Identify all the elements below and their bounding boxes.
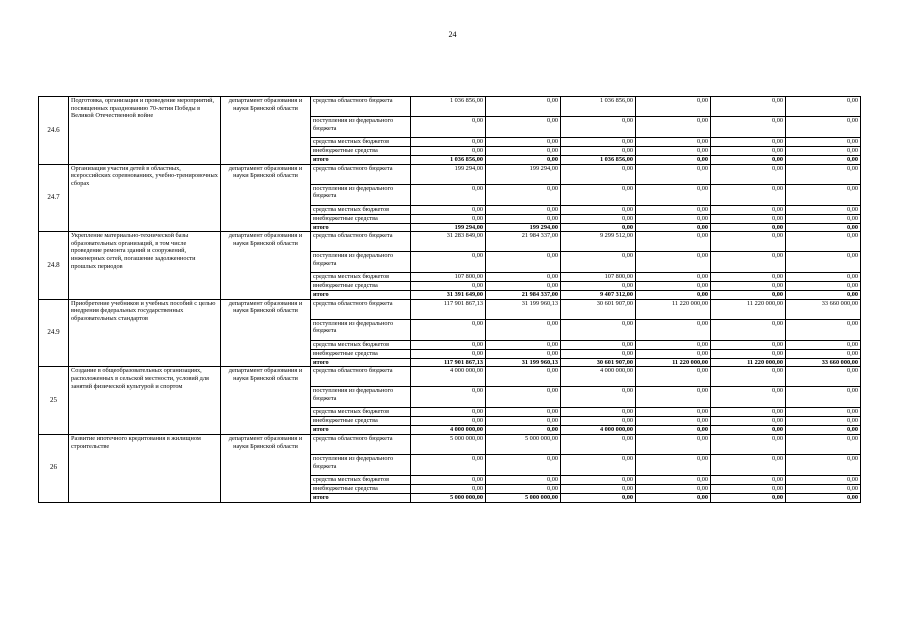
amount-cell: 0,00 bbox=[786, 223, 861, 232]
amount-cell: 0,00 bbox=[486, 408, 561, 417]
amount-cell: 0,00 bbox=[786, 426, 861, 435]
amount-cell: 0,00 bbox=[636, 387, 711, 408]
funding-source: средства местных бюджетов bbox=[311, 273, 411, 282]
funding-source: итого bbox=[311, 156, 411, 165]
amount-cell: 0,00 bbox=[786, 252, 861, 273]
amount-cell: 0,00 bbox=[711, 147, 786, 156]
amount-cell: 0,00 bbox=[411, 147, 486, 156]
item-number: 25 bbox=[39, 367, 69, 435]
amount-cell: 0,00 bbox=[711, 426, 786, 435]
amount-cell: 0,00 bbox=[486, 205, 561, 214]
amount-cell: 0,00 bbox=[561, 138, 636, 147]
measure-name: Развитие ипотечного кредитования в жилищном строительстве bbox=[69, 434, 221, 502]
amount-cell: 0,00 bbox=[711, 117, 786, 138]
amount-cell: 0,00 bbox=[711, 417, 786, 426]
amount-cell: 0,00 bbox=[711, 349, 786, 358]
measure-name: Подготовка, организация и проведение мероприятий, посвященных празднованию 70-летия Победы в Великой Отечественной войне bbox=[69, 97, 221, 165]
amount-cell: 0,00 bbox=[486, 484, 561, 493]
amount-cell: 0,00 bbox=[486, 319, 561, 340]
amount-cell: 4 000 000,00 bbox=[411, 426, 486, 435]
amount-cell: 107 800,00 bbox=[411, 273, 486, 282]
amount-cell: 0,00 bbox=[561, 205, 636, 214]
funding-source: внебюджетные средства bbox=[311, 484, 411, 493]
amount-cell: 0,00 bbox=[561, 319, 636, 340]
item-number: 24.9 bbox=[39, 299, 69, 367]
amount-cell: 0,00 bbox=[786, 454, 861, 475]
amount-cell: 0,00 bbox=[561, 349, 636, 358]
funding-source: средства местных бюджетов bbox=[311, 205, 411, 214]
amount-cell: 1 036 856,00 bbox=[411, 97, 486, 117]
amount-cell: 0,00 bbox=[786, 205, 861, 214]
amount-cell: 0,00 bbox=[411, 387, 486, 408]
funding-source: внебюджетные средства bbox=[311, 147, 411, 156]
amount-cell: 0,00 bbox=[411, 417, 486, 426]
executor: департамент образования и науки Брянской области bbox=[221, 232, 311, 300]
table-row bbox=[39, 299, 861, 319]
amount-cell: 0,00 bbox=[561, 117, 636, 138]
amount-cell: 31 283 849,00 bbox=[411, 232, 486, 252]
amount-cell: 0,00 bbox=[411, 454, 486, 475]
amount-cell: 0,00 bbox=[711, 434, 786, 454]
funding-source: итого bbox=[311, 358, 411, 367]
amount-cell: 0,00 bbox=[411, 340, 486, 349]
amount-cell: 199 294,00 bbox=[486, 164, 561, 184]
funding-source: поступления из федерального бюджета bbox=[311, 454, 411, 475]
amount-cell: 1 036 856,00 bbox=[561, 97, 636, 117]
amount-cell: 30 601 907,00 bbox=[561, 299, 636, 319]
funding-source: итого bbox=[311, 493, 411, 502]
amount-cell: 0,00 bbox=[561, 223, 636, 232]
amount-cell: 107 800,00 bbox=[561, 273, 636, 282]
amount-cell: 0,00 bbox=[561, 282, 636, 291]
amount-cell: 0,00 bbox=[561, 252, 636, 273]
amount-cell: 4 000 000,00 bbox=[561, 426, 636, 435]
amount-cell: 0,00 bbox=[636, 164, 711, 184]
amount-cell: 0,00 bbox=[561, 417, 636, 426]
amount-cell: 0,00 bbox=[711, 291, 786, 300]
budget-table bbox=[38, 96, 861, 503]
amount-cell: 33 660 000,00 bbox=[786, 358, 861, 367]
amount-cell: 0,00 bbox=[711, 367, 786, 387]
amount-cell: 0,00 bbox=[711, 223, 786, 232]
amount-cell: 0,00 bbox=[711, 454, 786, 475]
amount-cell: 0,00 bbox=[486, 252, 561, 273]
amount-cell: 0,00 bbox=[786, 117, 861, 138]
amount-cell: 0,00 bbox=[486, 147, 561, 156]
amount-cell: 0,00 bbox=[636, 252, 711, 273]
amount-cell: 0,00 bbox=[711, 408, 786, 417]
amount-cell: 0,00 bbox=[636, 291, 711, 300]
amount-cell: 0,00 bbox=[636, 454, 711, 475]
amount-cell: 0,00 bbox=[486, 475, 561, 484]
executor: департамент образования и науки Брянской области bbox=[221, 299, 311, 367]
amount-cell: 0,00 bbox=[711, 340, 786, 349]
amount-cell: 0,00 bbox=[786, 232, 861, 252]
amount-cell: 0,00 bbox=[486, 367, 561, 387]
amount-cell: 0,00 bbox=[636, 273, 711, 282]
amount-cell: 0,00 bbox=[486, 156, 561, 165]
amount-cell: 0,00 bbox=[636, 493, 711, 502]
amount-cell: 0,00 bbox=[711, 387, 786, 408]
amount-cell: 0,00 bbox=[636, 319, 711, 340]
amount-cell: 0,00 bbox=[636, 484, 711, 493]
amount-cell: 0,00 bbox=[786, 340, 861, 349]
amount-cell: 0,00 bbox=[561, 147, 636, 156]
amount-cell: 0,00 bbox=[411, 282, 486, 291]
measure-name: Укрепление материально-технической базы образовательных организаций, в том числе проведение ремонта зданий и сооружений, инженерных сетей, погашение задолженности прошлых периодов bbox=[69, 232, 221, 300]
amount-cell: 0,00 bbox=[636, 156, 711, 165]
funding-source: средства местных бюджетов bbox=[311, 138, 411, 147]
amount-cell: 0,00 bbox=[636, 367, 711, 387]
amount-cell: 0,00 bbox=[786, 493, 861, 502]
amount-cell: 0,00 bbox=[786, 434, 861, 454]
amount-cell: 0,00 bbox=[636, 408, 711, 417]
measure-name: Организация участия детей в областных, всероссийских соревнованиях, учебно-тренировочных сборах bbox=[69, 164, 221, 232]
amount-cell: 0,00 bbox=[561, 434, 636, 454]
funding-source: итого bbox=[311, 426, 411, 435]
funding-source: средства областного бюджета bbox=[311, 97, 411, 117]
amount-cell: 0,00 bbox=[711, 164, 786, 184]
amount-cell: 0,00 bbox=[636, 475, 711, 484]
amount-cell: 31 391 649,00 bbox=[411, 291, 486, 300]
funding-source: средства областного бюджета bbox=[311, 232, 411, 252]
amount-cell: 0,00 bbox=[636, 117, 711, 138]
amount-cell: 0,00 bbox=[711, 138, 786, 147]
table-row bbox=[39, 164, 861, 184]
measure-name: Создание в общеобразовательных организациях, расположенных в сельской местности, условий для занятий физической культурой и спортом bbox=[69, 367, 221, 435]
table-row bbox=[39, 232, 861, 252]
amount-cell: 0,00 bbox=[786, 387, 861, 408]
amount-cell: 11 220 000,00 bbox=[711, 358, 786, 367]
funding-source: средства областного бюджета bbox=[311, 164, 411, 184]
amount-cell: 0,00 bbox=[486, 282, 561, 291]
amount-cell: 0,00 bbox=[711, 156, 786, 165]
amount-cell: 0,00 bbox=[561, 484, 636, 493]
amount-cell: 0,00 bbox=[786, 156, 861, 165]
funding-source: внебюджетные средства bbox=[311, 349, 411, 358]
amount-cell: 0,00 bbox=[786, 367, 861, 387]
amount-cell: 0,00 bbox=[486, 214, 561, 223]
item-number: 26 bbox=[39, 434, 69, 502]
amount-cell: 11 220 000,00 bbox=[711, 299, 786, 319]
amount-cell: 0,00 bbox=[636, 214, 711, 223]
executor: департамент образования и науки Брянской области bbox=[221, 367, 311, 435]
funding-source: поступления из федерального бюджета bbox=[311, 117, 411, 138]
amount-cell: 0,00 bbox=[711, 214, 786, 223]
amount-cell: 0,00 bbox=[786, 273, 861, 282]
amount-cell: 30 601 907,00 bbox=[561, 358, 636, 367]
amount-cell: 0,00 bbox=[411, 408, 486, 417]
amount-cell: 4 000 000,00 bbox=[561, 367, 636, 387]
amount-cell: 21 984 337,00 bbox=[486, 232, 561, 252]
item-number: 24.6 bbox=[39, 97, 69, 165]
executor: департамент образования и науки Брянской области bbox=[221, 434, 311, 502]
amount-cell: 0,00 bbox=[411, 319, 486, 340]
amount-cell: 0,00 bbox=[786, 164, 861, 184]
amount-cell: 0,00 bbox=[561, 408, 636, 417]
amount-cell: 0,00 bbox=[711, 493, 786, 502]
funding-source: итого bbox=[311, 223, 411, 232]
amount-cell: 0,00 bbox=[786, 349, 861, 358]
funding-source: внебюджетные средства bbox=[311, 282, 411, 291]
amount-cell: 0,00 bbox=[711, 273, 786, 282]
amount-cell: 0,00 bbox=[486, 349, 561, 358]
amount-cell: 0,00 bbox=[786, 97, 861, 117]
amount-cell: 0,00 bbox=[411, 252, 486, 273]
funding-source: поступления из федерального бюджета bbox=[311, 319, 411, 340]
amount-cell: 0,00 bbox=[411, 205, 486, 214]
amount-cell: 0,00 bbox=[486, 417, 561, 426]
amount-cell: 0,00 bbox=[711, 252, 786, 273]
amount-cell: 31 199 960,13 bbox=[486, 299, 561, 319]
amount-cell: 0,00 bbox=[786, 484, 861, 493]
executor: департамент образования и науки Брянской области bbox=[221, 164, 311, 232]
amount-cell: 33 660 000,00 bbox=[786, 299, 861, 319]
amount-cell: 0,00 bbox=[486, 273, 561, 282]
amount-cell: 4 000 000,00 bbox=[411, 367, 486, 387]
amount-cell: 0,00 bbox=[636, 147, 711, 156]
amount-cell: 0,00 bbox=[486, 184, 561, 205]
amount-cell: 0,00 bbox=[636, 205, 711, 214]
amount-cell: 0,00 bbox=[636, 426, 711, 435]
item-number: 24.8 bbox=[39, 232, 69, 300]
amount-cell: 0,00 bbox=[711, 184, 786, 205]
amount-cell: 0,00 bbox=[561, 475, 636, 484]
measure-name: Приобретение учебников и учебных пособий с целью внедрения федеральных государственных образовательных стандартов bbox=[69, 299, 221, 367]
amount-cell: 0,00 bbox=[486, 454, 561, 475]
amount-cell: 9 299 512,00 bbox=[561, 232, 636, 252]
amount-cell: 0,00 bbox=[786, 408, 861, 417]
amount-cell: 0,00 bbox=[636, 417, 711, 426]
amount-cell: 0,00 bbox=[411, 484, 486, 493]
funding-source: средства областного бюджета bbox=[311, 434, 411, 454]
amount-cell: 0,00 bbox=[486, 387, 561, 408]
funding-source: внебюджетные средства bbox=[311, 214, 411, 223]
amount-cell: 0,00 bbox=[711, 205, 786, 214]
amount-cell: 31 199 960,13 bbox=[486, 358, 561, 367]
amount-cell: 0,00 bbox=[411, 184, 486, 205]
amount-cell: 199 294,00 bbox=[486, 223, 561, 232]
funding-source: поступления из федерального бюджета bbox=[311, 387, 411, 408]
amount-cell: 0,00 bbox=[786, 475, 861, 484]
funding-source: средства областного бюджета bbox=[311, 299, 411, 319]
amount-cell: 0,00 bbox=[636, 434, 711, 454]
funding-source: средства областного бюджета bbox=[311, 367, 411, 387]
amount-cell: 0,00 bbox=[486, 97, 561, 117]
amount-cell: 0,00 bbox=[711, 97, 786, 117]
amount-cell: 0,00 bbox=[411, 475, 486, 484]
amount-cell: 0,00 bbox=[711, 232, 786, 252]
table-row bbox=[39, 434, 861, 454]
amount-cell: 1 036 856,00 bbox=[411, 156, 486, 165]
funding-source: внебюджетные средства bbox=[311, 417, 411, 426]
amount-cell: 0,00 bbox=[786, 282, 861, 291]
amount-cell: 0,00 bbox=[786, 147, 861, 156]
amount-cell: 0,00 bbox=[561, 493, 636, 502]
page-number: 24 bbox=[448, 30, 457, 39]
amount-cell: 0,00 bbox=[636, 184, 711, 205]
funding-source: итого bbox=[311, 291, 411, 300]
amount-cell: 11 220 000,00 bbox=[636, 358, 711, 367]
amount-cell: 0,00 bbox=[711, 282, 786, 291]
amount-cell: 0,00 bbox=[561, 340, 636, 349]
amount-cell: 0,00 bbox=[561, 387, 636, 408]
amount-cell: 11 220 000,00 bbox=[636, 299, 711, 319]
amount-cell: 0,00 bbox=[711, 475, 786, 484]
funding-source: поступления из федерального бюджета bbox=[311, 184, 411, 205]
amount-cell: 0,00 bbox=[711, 319, 786, 340]
amount-cell: 0,00 bbox=[486, 117, 561, 138]
amount-cell: 0,00 bbox=[561, 214, 636, 223]
amount-cell: 21 984 337,00 bbox=[486, 291, 561, 300]
table-row bbox=[39, 367, 861, 387]
amount-cell: 0,00 bbox=[411, 138, 486, 147]
amount-cell: 0,00 bbox=[486, 340, 561, 349]
amount-cell: 9 407 312,00 bbox=[561, 291, 636, 300]
amount-cell: 0,00 bbox=[786, 319, 861, 340]
funding-source: средства местных бюджетов bbox=[311, 340, 411, 349]
amount-cell: 199 294,00 bbox=[411, 164, 486, 184]
amount-cell: 0,00 bbox=[561, 184, 636, 205]
amount-cell: 5 000 000,00 bbox=[486, 434, 561, 454]
amount-cell: 0,00 bbox=[636, 138, 711, 147]
amount-cell: 199 294,00 bbox=[411, 223, 486, 232]
amount-cell: 0,00 bbox=[636, 282, 711, 291]
amount-cell: 0,00 bbox=[636, 340, 711, 349]
amount-cell: 0,00 bbox=[636, 232, 711, 252]
amount-cell: 0,00 bbox=[636, 349, 711, 358]
amount-cell: 5 000 000,00 bbox=[486, 493, 561, 502]
amount-cell: 5 000 000,00 bbox=[411, 493, 486, 502]
amount-cell: 0,00 bbox=[486, 426, 561, 435]
amount-cell: 0,00 bbox=[561, 454, 636, 475]
funding-source: поступления из федерального бюджета bbox=[311, 252, 411, 273]
amount-cell: 5 000 000,00 bbox=[411, 434, 486, 454]
amount-cell: 0,00 bbox=[636, 223, 711, 232]
amount-cell: 0,00 bbox=[786, 138, 861, 147]
amount-cell: 0,00 bbox=[411, 349, 486, 358]
amount-cell: 0,00 bbox=[636, 97, 711, 117]
funding-source: средства местных бюджетов bbox=[311, 475, 411, 484]
amount-cell: 0,00 bbox=[486, 138, 561, 147]
amount-cell: 0,00 bbox=[786, 184, 861, 205]
amount-cell: 117 901 867,13 bbox=[411, 358, 486, 367]
executor: департамент образования и науки Брянской области bbox=[221, 97, 311, 165]
amount-cell: 0,00 bbox=[786, 291, 861, 300]
amount-cell: 0,00 bbox=[786, 214, 861, 223]
item-number: 24.7 bbox=[39, 164, 69, 232]
amount-cell: 0,00 bbox=[711, 484, 786, 493]
funding-source: средства местных бюджетов bbox=[311, 408, 411, 417]
amount-cell: 0,00 bbox=[411, 117, 486, 138]
amount-cell: 0,00 bbox=[411, 214, 486, 223]
table-row bbox=[39, 97, 861, 117]
amount-cell: 0,00 bbox=[786, 417, 861, 426]
amount-cell: 1 036 856,00 bbox=[561, 156, 636, 165]
amount-cell: 117 901 867,13 bbox=[411, 299, 486, 319]
amount-cell: 0,00 bbox=[561, 164, 636, 184]
